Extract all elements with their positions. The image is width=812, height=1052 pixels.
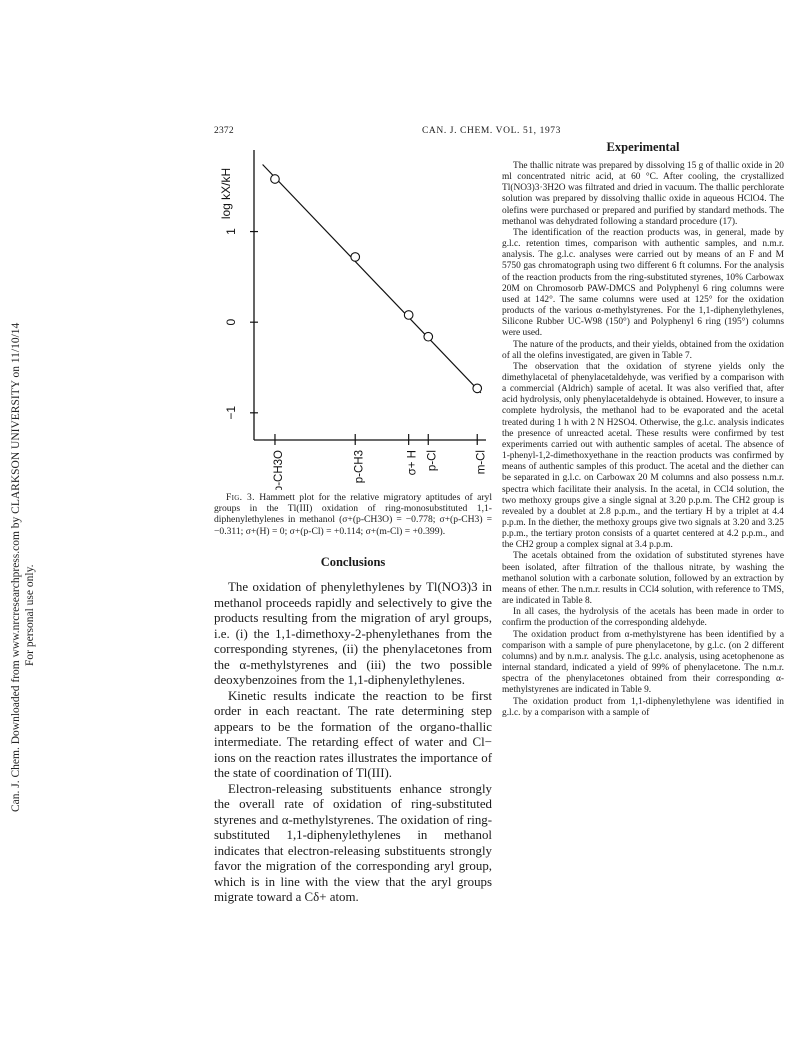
experimental-paragraph: The identification of the reaction products was, in general, made by g.l.c. retention times, comparison with authentic samples, and n.m.r. analysis. The g.l.c. analyses were carried out by means of an F and M 5750 gas chromatograph using two different 6 ft columns. For the analysis of the reaction products from the ring-substituted styrenes, 10% Carbowax 20M on Chromosorb PAW-DMCS and Polyphenyl 6 ring columns were used at 142°. The same columns were used at 125° for the oxidation products of the various α-methylstyrenes. For the 1,1-diphenylethylenes, Silicone Rubber UC-W98 (150°) and Polyphenyl 6 ring (195°) columns were used.	[502, 227, 784, 339]
conclusions-heading: Conclusions	[320, 555, 386, 569]
caption-text: Hammett plot for the relative migratory aptitudes of aryl groups in the Tl(III) oxidation of ring-monosubstituted 1,1-diphenylethylenes in methanol (σ+(p-CH3O) = −0.778; σ+(p-CH3) = −0.311; σ+(H) = 0; σ+(p-Cl) = +0.114; σ+(m-Cl) = +0.399).	[214, 492, 492, 537]
experimental-paragraph: The thallic nitrate was prepared by dissolving 15 g of thallic oxide in 20 ml concentrated nitric acid, at 60 °C. After cooling, the crystallized Tl(NO3)3·3H2O was filtrated and dried in vacuum. The thallic perchlorate solution was prepared by dissolving thallic oxide in aqueous HClO4. The olefins were purchased or prepared and purified by standard methods. The methanol was dehydrated following a standard procedure (17).	[502, 161, 784, 227]
experimental-heading: Experimental	[606, 140, 680, 154]
hammett-plot-figure	[214, 140, 492, 490]
download-notice-line-2: For personal use only.	[24, 564, 36, 666]
data-point	[404, 311, 413, 320]
x-tick-label: p-CH3O	[272, 450, 285, 490]
experimental-paragraph: The oxidation product from 1,1-diphenylethylene was identified in g.l.c. by a comparison with a sample of	[502, 696, 784, 718]
data-point	[271, 175, 280, 184]
figure-caption	[214, 492, 492, 537]
data-point	[473, 384, 482, 393]
data-point	[351, 253, 360, 262]
conclusions-paragraph: Kinetic results indicate the reaction to be first order in each reactant. The rate determining step appears to be the formation of the organo-thallic intermediate. The retarding effect of water and Cl− ions on the reaction rates illustrates the importance of the state of coordination of Tl(III).	[214, 688, 492, 780]
x-tick-label: p-CH3	[353, 450, 366, 484]
x-tick-label: m-Cl	[475, 450, 488, 475]
experimental-paragraph: The nature of the products, and their yields, obtained from the oxidation of all the olefins investigated, are given in Table 7.	[502, 339, 784, 361]
caption-lead: Fig. 3.	[226, 492, 255, 503]
experimental-paragraph: In all cases, the hydrolysis of the acetals has been made in order to confirm the production of the corresponding aldehyde.	[502, 607, 784, 629]
download-notice-line-1: Can. J. Chem. Downloaded from www.nrcresearchpress.com by CLARKSON UNIVERSITY on 11/10/14	[10, 322, 22, 812]
experimental-paragraph: The oxidation product from α-methylstyrene has been identified by a comparison with a sample of pure phenylacetone, by g.l.c. (on 2 different columns) and by n.m.r. analysis. The g.l.c. analysis, using acetophenone as internal standard, indicated a yield of 99% of phenylacetone. The n.m.r. spectra of the phenylacetones obtained from their corresponding α-methylstyrenes are indicated in Table 9.	[502, 629, 784, 696]
page-number: 2372	[214, 126, 234, 136]
y-tick-label: 1	[224, 228, 239, 235]
running-header	[214, 126, 780, 140]
experimental-paragraph: The acetals obtained from the oxidation of substituted styrenes have been isolated, after filtration of the thallous nitrate, by washing the methanol solution with a carbonate solution, followed by an extraction by means of ether. The n.m.r. results in CCl4 solution, with reference to TMS, are indicated in Table 8.	[502, 551, 784, 607]
journal-citation: CAN. J. CHEM. VOL. 51, 1973	[422, 126, 562, 136]
download-notice-sidebar	[4, 200, 44, 820]
y-axis-label: log kX/kH	[219, 167, 233, 220]
y-tick-label: 0	[224, 318, 239, 326]
y-tick-label: −1	[224, 405, 239, 420]
regression-line	[263, 165, 481, 393]
conclusions-paragraph: Electron-releasing substituents enhance strongly the overall rate of oxidation of ring-substituted styrenes and α-methylstyrenes. The oxidation of ring-substituted 1,1-diphenylethylenes in methanol indicates that electron-releasing substituents strongly favor the migration of the corresponding aryl group, which is in line with the view that the aryl groups migrate toward a Cδ+ atom.	[214, 781, 492, 904]
experimental-paragraph: The observation that the oxidation of styrene yields only the dimethylacetal of phenylacetaldehyde, was verified by a comparison with a commercial (Aldrich) sample of acetal. It was also verified that, after acid hydrolysis, only phenylacetaldehyde is obtained. However, to insure a complete hydrolysis, the methanol had to be evaporated and the acetal treated during 1 h with 2 N H2SO4. Otherwise, the g.l.c. analysis indicates the presence of unreacted acetal. These results were confirmed by test experiments carried out with authentic samples of acetal. The absence of 1-phenyl-1,2-dimethoxyethane in the reaction products was confirmed by means of authentic samples of this product. The acetal and the diether can be separated in g.l.c. on Carbowax 20 M columns and also possess n.m.r. spectra which facilitate their analysis. In the acetal, in CCl4 solution, the two methoxy groups give a single signal at 3.20 p.p.m. The CH2 group is revealed by a doublet at 2.8 p.p.m., and the tertiary H by a triplet at 4.4 p.p.m. In the diether, the methoxy groups give two signals at 3.20 and 3.25 p.p.m., the tertiary proton consists of a quartet centered at 4.2 p.p.m., and the CH2 group a complex signal at 3.4 p.p.m.	[502, 361, 784, 551]
conclusions-paragraph: The oxidation of phenylethylenes by Tl(NO3)3 in methanol proceeds rapidly and selectively to give the products resulting from the migration of aryl groups, i.e. (i) the 1,1-dimethoxy-2-phenylethanes from the corresponding styrenes, (ii) the phenylacetones from the α-methylstyrenes and (iii) the two possible deoxybenzoines from the 1,1-diphenylethylenes.	[214, 580, 492, 687]
conclusions-section	[214, 555, 492, 906]
x-tick-label: σ+ H	[406, 450, 419, 476]
data-point	[424, 332, 433, 341]
hammett-plot-svg	[214, 140, 492, 490]
experimental-section	[502, 140, 784, 719]
x-tick-label: p-Cl	[426, 450, 439, 472]
